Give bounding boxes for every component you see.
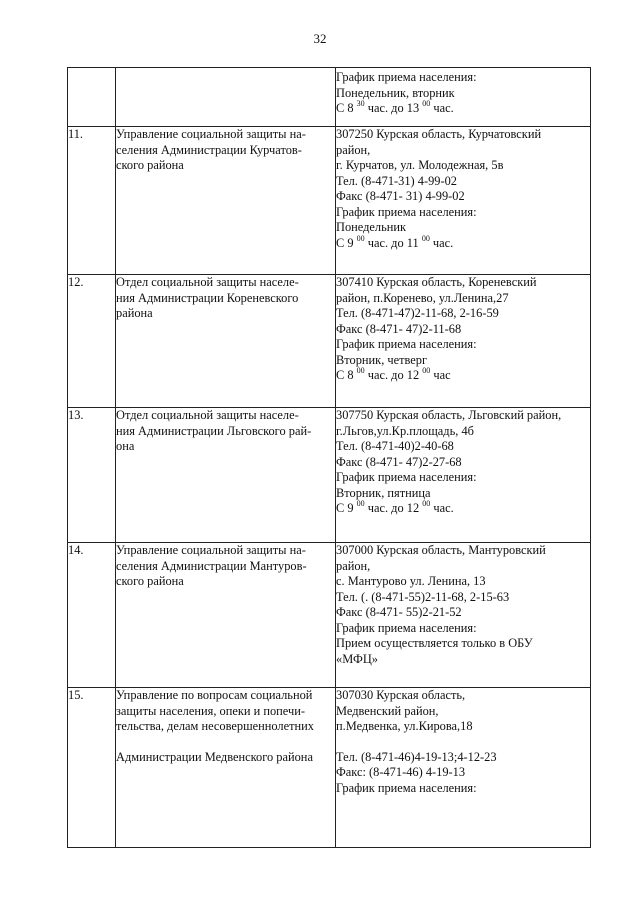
info-line: Тел. (8-471-40)2-40-68 [336,439,454,453]
organization-name-line: Отдел социальной защиты населе- [116,408,299,422]
organization-cell [116,543,336,688]
info-line: Прием осуществляется только в ОБУ [336,636,533,650]
info-line: район, [336,558,371,573]
info-line: «МФЦ» [336,651,378,666]
info-line: район, [336,142,371,157]
contact-info-cell [336,688,591,848]
info-line: 307030 Курская область, [336,688,466,702]
organization-name-line: Управление социальной защиты на- [116,543,306,557]
info-line: 307000 Курская область, Мантуровский [336,543,546,557]
organization-name-line: тельства, делам несовершеннолетних [116,719,314,733]
table-row [68,543,591,688]
row-number-cell [68,408,116,543]
table-row [68,127,591,275]
info-line: Понедельник, вторник [336,85,455,100]
organization-cell [116,408,336,543]
info-line: Тел. (8-471-47)2-11-68, 2-16-59 [336,306,499,320]
info-line: График приема населения: [336,620,477,635]
info-line: Медвенский район, [336,703,439,718]
info-line: 307750 Курская область, Льговский район, [336,408,562,422]
organization-cell [116,68,336,127]
info-line: 307250 Курская область, Курчатовский [336,127,542,141]
contact-info-cell [336,543,591,688]
row-number: 11. [68,127,84,141]
row-number-cell [68,68,116,127]
contact-info-cell [336,408,591,543]
organization-name-line: ния Администрации Кореневского [116,290,299,305]
info-line: Факс (8-471- 47)2-27-68 [336,454,462,469]
info-line: Тел. (8-471-31) 4-99-02 [336,173,457,188]
info-line: с. Мантурово ул. Ленина, 13 [336,574,486,588]
page-number: 32 [313,31,327,46]
organization-name-line: селения Администрации Курчатов- [116,142,302,157]
reception-hours: С 9 $^{00}$ час. до 11 $^{00}$ час. [336,233,454,250]
organization-cell [116,275,336,408]
organization-name-line: она [116,439,135,453]
services-table [67,67,591,848]
organization-name-line: Администрации Медвенского района [116,749,313,764]
row-number: 13. [68,408,84,422]
info-line: 307410 Курская область, Кореневский [336,275,537,289]
info-line: район, п.Коренево, ул.Ленина,27 [336,290,509,305]
row-number: 12. [68,275,84,289]
organization-cell [116,127,336,275]
organization-cell [116,688,336,848]
info-line: Факс (8-471- 47)2-11-68 [336,321,462,336]
row-number-cell [68,127,116,275]
row-number: 15. [68,688,84,702]
organization-name-line: защиты населения, опеки и попечи- [116,703,305,718]
info-line: График приема населения: [336,470,477,484]
organization-name-line: ского района [116,158,184,172]
reception-hours: С 9 $^{00}$ час. до 12 $^{00}$ час. [336,499,454,515]
table-row-continuation [68,68,591,127]
info-line: г.Льгов,ул.Кр.площадь, 4б [336,423,474,438]
info-line: Вторник, четверг [336,352,428,367]
row-number-cell [68,688,116,848]
organization-name-line: Управление социальной защиты на- [116,127,306,141]
reception-hours: С 8 $^{00}$ час. до 12 $^{00}$ час [336,366,451,382]
info-line: п.Медвенка, ул.Кирова,18 [336,719,473,733]
row-number-cell [68,275,116,408]
info-line: Факс (8-471- 55)2-21-52 [336,605,462,619]
organization-name-line: района [116,306,153,320]
organization-name-line: Отдел социальной защиты населе- [116,275,299,289]
info-line: Факс (8-471- 31) 4-99-02 [336,189,465,203]
info-line: График приема населения: [336,70,477,84]
table-row [68,408,591,543]
contact-info-cell [336,275,591,408]
info-line: Тел. (8-471-46)4-19-13;4-12-23 [336,749,497,764]
organization-name-line: Управление по вопросам социальной [116,688,313,702]
row-number-cell [68,543,116,688]
info-line: Факс: (8-471-46) 4-19-13 [336,765,466,779]
info-line: График приема населения: [336,337,477,351]
organization-name-line: ния Администрации Льговского рай- [116,423,312,438]
row-number: 14. [68,543,84,557]
table-row [68,688,591,848]
reception-hours: С 8 $^{30}$ час. до 13 $^{00}$ час. [336,99,454,115]
info-line: Вторник, пятница [336,485,431,500]
info-line: г. Курчатов, ул. Молодежная, 5в [336,158,504,172]
organization-name-line: селения Администрации Мантуров- [116,558,307,573]
contact-info-cell [336,127,591,275]
info-line: Тел. (. (8-471-55)2-11-68, 2-15-63 [336,589,510,604]
organization-name-line: ского района [116,574,184,588]
info-line: Понедельник [336,220,407,234]
table-row [68,275,591,408]
contact-info-cell [336,68,591,127]
info-line: График приема населения: [336,204,477,219]
info-line: График приема населения: [336,780,477,795]
